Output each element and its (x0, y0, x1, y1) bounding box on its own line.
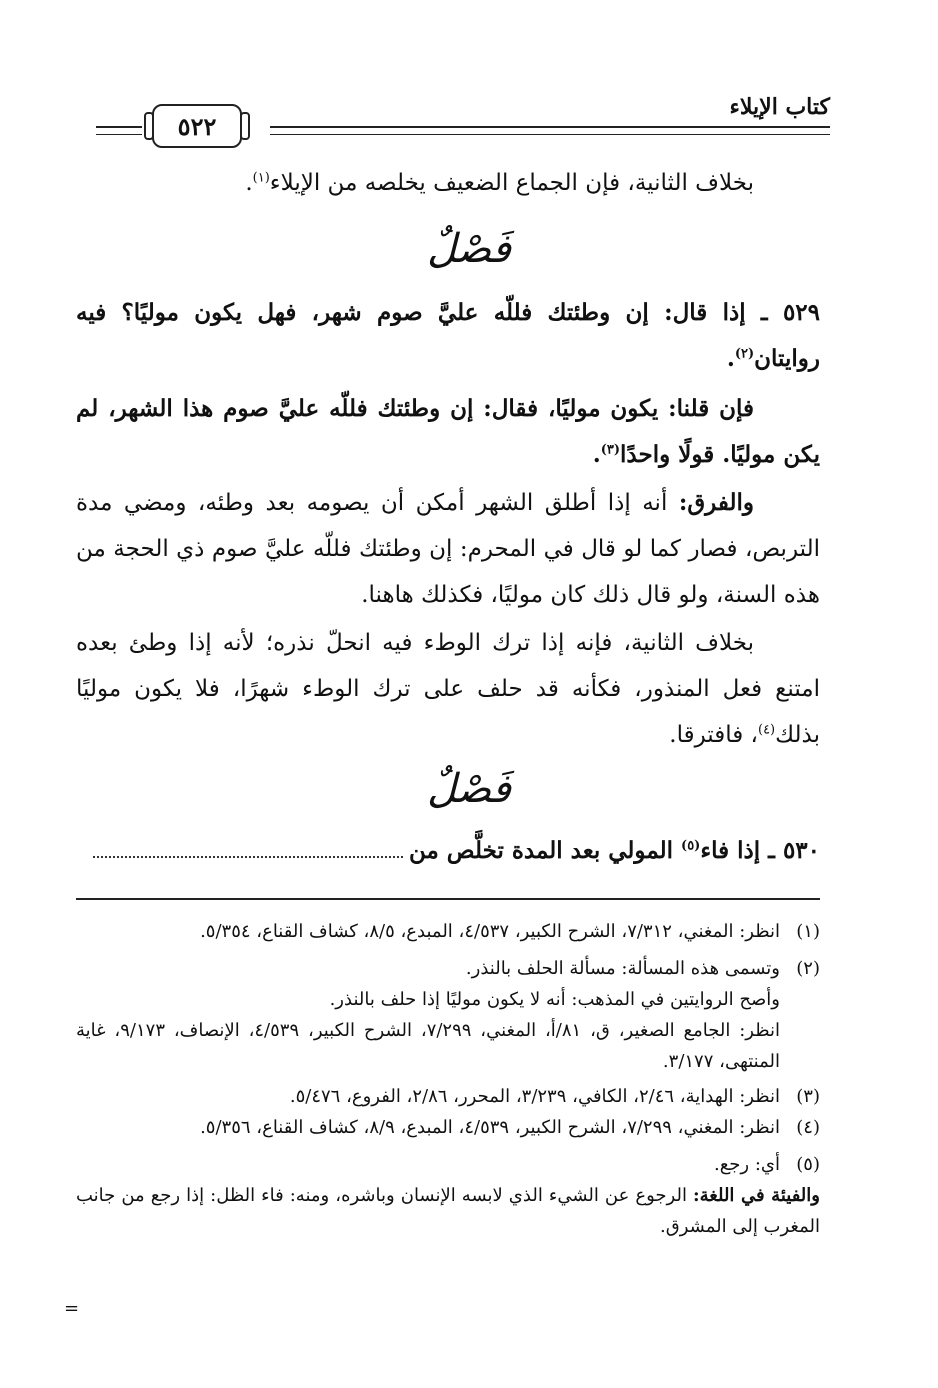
footnote-number: (٢) (796, 958, 820, 979)
ruling-lead: فإن قلنا: (668, 395, 754, 422)
issue-530-lead: ٥٣٠ ـ إذا فاء (700, 837, 820, 864)
footnote-line: وتسمى هذه المسألة: مسألة الحلف بالنذر. (465, 958, 780, 979)
footnote-line: انظر: المغني، ٧/٣١٢، الشرح الكبير، ٤/٥٣٧، المبدع، ٨/٥، كشاف القناع، ٥/٣٥٤. (200, 921, 780, 942)
footnote-3 (76, 1081, 820, 1112)
difference-text: أنه إذا أطلق الشهر أمكن أن يصومه بعد وطئه، ومضي مدة التربص، فصار كما لو قال في المحرم: إن وطئتك فللّه عليَّ صوم ذي الحجة من هذه السنة، ولو قال ذلك كان موليًا، فكذلك هاهنا. (76, 490, 820, 608)
footnote-lead: والفيئة في اللغة: (693, 1185, 820, 1206)
ruling-paragraph (76, 386, 820, 478)
footnotes (76, 916, 820, 1242)
contrast-text: بخلاف الثانية، فإنه إذا ترك الوطء فيه انحلّ نذره؛ لأنه إذا وطئ بعده امتنع فعل المنذور، فكأنه قد حلف على ترك الوطء شهرًا، فلا يكون موليًا بذلك (76, 630, 820, 748)
footnote-2 (76, 953, 820, 1077)
page-number: ٥٢٢ (177, 111, 217, 141)
footnote-line: انظر: المغني، ٧/٢٩٩، الشرح الكبير، ٤/٥٣٩، المبدع، ٨/٩، كشاف القناع، ٥/٣٥٦. (200, 1117, 780, 1138)
footnote-5-extra (76, 1180, 820, 1242)
footnote-ref-2[interactable]: (٢) (734, 346, 755, 362)
footnote-line: وأصح الروايتين في المذهب: أنه لا يكون موليًا إذا حلف بالنذر. (329, 989, 780, 1010)
footnote-number: (٤) (796, 1117, 820, 1138)
section-heading-fasl-1: فَصْلٌ (426, 226, 512, 272)
contrast-end: ، فافترقا. (669, 722, 758, 748)
footnote-number: (٥) (796, 1154, 820, 1175)
footnote-4 (76, 1112, 820, 1143)
header-rule-left (96, 126, 142, 135)
book-title: كتاب الإيلاء (729, 94, 830, 120)
issue-529-end: . (726, 345, 735, 372)
issue-529-paragraph (76, 290, 820, 382)
intro-end: . (245, 170, 253, 196)
footnote-ref-4[interactable]: (٤) (757, 722, 776, 738)
footnote-line: انظر: الهداية، ٢/٤٦، الكافي، ٣/٢٣٩، المحرر، ٢/٨٦، الفروع، ٥/٤٧٦. (289, 1086, 780, 1107)
issue-530-text: المولي بعد المدة تخلَّص من (408, 837, 674, 864)
footnote-extra-text: الرجوع عن الشيء الذي لابسه الإنسان وباشره، ومنه: فاء الظل: إذا رجع من جانب المغرب إلى المشرق. (76, 1185, 820, 1237)
difference-lead: والفرق: (678, 489, 755, 516)
issue-529-text: إن وطئتك فللّه عليَّ صوم شهر، فهل يكون موليًا؟ فيه روايتان (76, 299, 820, 372)
intro-text: بخلاف الثانية، فإن الجماع الضعيف يخلصه من الإيلاء (269, 170, 754, 196)
footnote-1 (76, 916, 820, 947)
page-header (70, 88, 830, 158)
continuation-dots (93, 846, 403, 858)
ruling-end: . (592, 441, 601, 468)
issue-529-lead: ٥٢٩ ـ إذا قال: (664, 299, 820, 326)
page-number-badge (152, 104, 242, 148)
footnote-ref-5[interactable]: (٥) (681, 838, 701, 854)
difference-paragraph (76, 480, 820, 618)
issue-530-paragraph (76, 828, 820, 874)
footnote-number: (١) (796, 921, 820, 942)
footnote-line: أي: رجع. (714, 1154, 780, 1175)
footnote-number: (٣) (796, 1086, 820, 1107)
footnote-ref-3[interactable]: (٣) (600, 442, 621, 458)
footnote-ref-1[interactable]: (١) (252, 170, 270, 186)
footnote-5 (76, 1149, 820, 1180)
side-mark: = (64, 1298, 80, 1319)
ruling-text: يكون موليًا، فقال: إن وطئتك فللّه عليَّ صوم هذا الشهر، لم يكن موليًا. قولًا واحدًا (76, 395, 820, 468)
section-heading-fasl-2: فَصْلٌ (426, 766, 512, 812)
intro-paragraph (76, 160, 820, 206)
footnote-line: انظر: الجامع الصغير، ق، ٨١/أ، المغني، ٧/٢٩٩، الشرح الكبير، ٤/٥٣٩، الإنصاف، ٩/١٧٣، غاية المنتهى، ٣/١٧٧. (76, 1020, 781, 1072)
footnote-separator (76, 898, 820, 900)
header-rule-right (270, 126, 830, 135)
contrast-paragraph (76, 620, 820, 758)
